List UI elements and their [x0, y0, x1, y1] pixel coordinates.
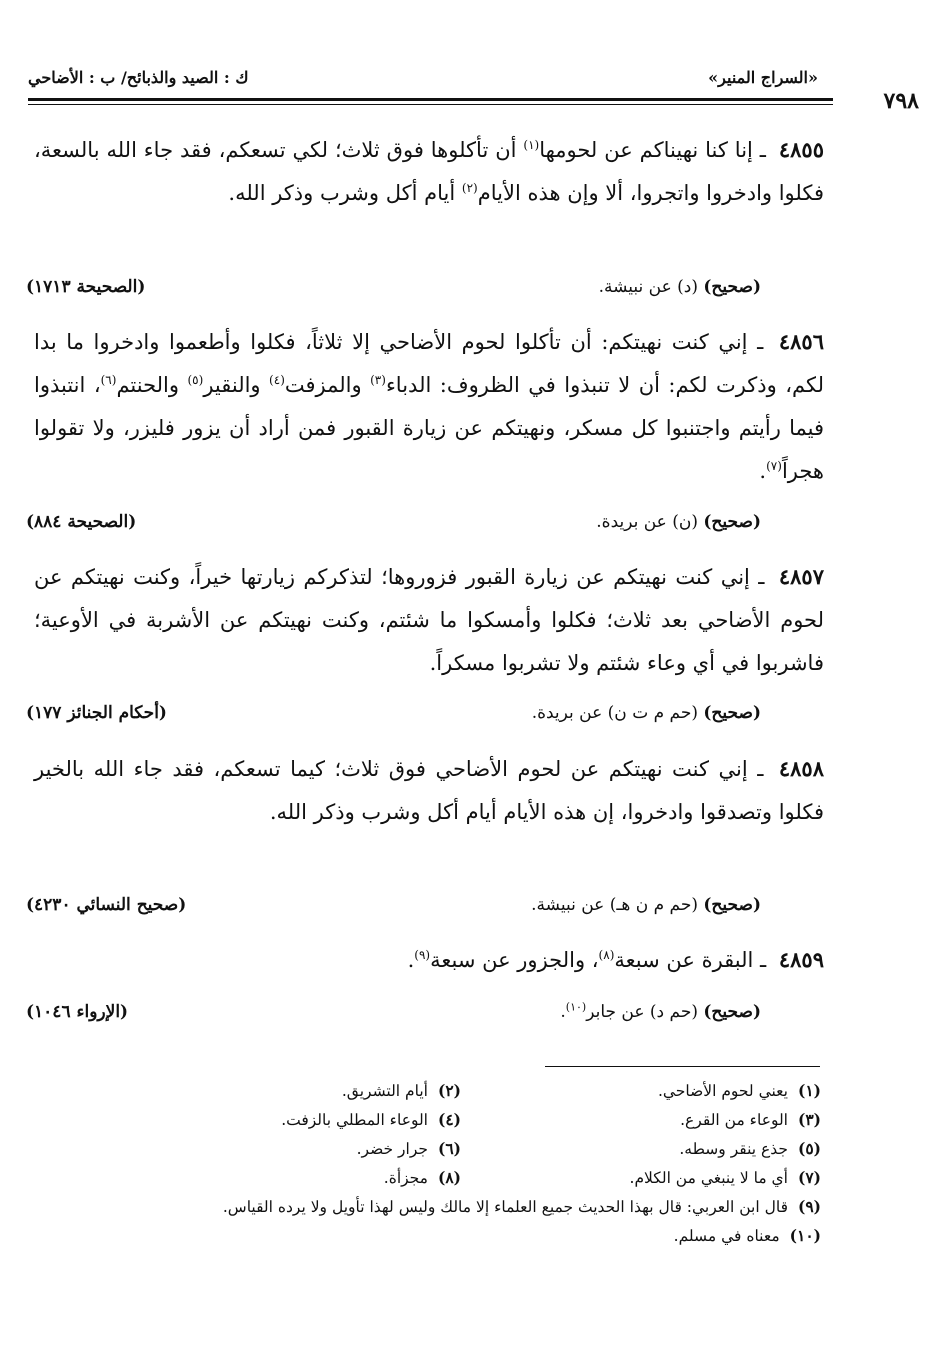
grade-source: [599, 277, 761, 297]
footnote-number: (٦): [437, 1139, 461, 1158]
hadith-text: ـ إني كنت نهيتكم: أن تأكلوا لحوم الأضاحي إلا ثلاثاً، فكلوا وأطعموا وادخروا ما بدا لكم، وذكرت لكم: أن لا تنبذوا في الظروف: الدباء: [34, 330, 825, 397]
hadith-number: ٤٨٥٧: [778, 564, 824, 589]
hadith-text: ـ إنا كنا نهيناكم عن لحومها: [539, 138, 766, 162]
header-rule-thin: [28, 104, 833, 105]
footnote-marker[interactable]: (٣): [370, 373, 386, 387]
hadith-text: والمزفت: [284, 373, 371, 397]
footnote-text: أي ما لا ينبغي من الكلام.: [629, 1169, 788, 1187]
reference: (الإرواء ١٠٤٦): [26, 1002, 129, 1022]
reference: (أحكام الجنائز ١٧٧): [26, 703, 167, 723]
source-text: (ن) عن بريدة.: [596, 512, 698, 532]
hadith-text: ـ البقرة عن سبعة: [614, 948, 767, 972]
footnote-10: [674, 1221, 821, 1251]
grade-label: (صحيح): [703, 1002, 761, 1022]
hadith-number: ٤٨٥٥: [778, 137, 824, 162]
hadith-text: ، انتبذوا فيما رأيتم واجتنبوا كل مسكر، ونهيتكم عن زيارة القبور فمن أراد أن يزور فليزر، ولا تقولوا هجراً: [34, 373, 824, 483]
footnote-number: (١): [797, 1081, 821, 1100]
footnote-number: (٤): [437, 1110, 461, 1129]
footnote-row: [21, 1076, 821, 1105]
hadith-4857: [34, 555, 824, 685]
footnote-4: [281, 1105, 461, 1135]
grade-label: (صحيح): [703, 277, 761, 297]
grade-source: [596, 512, 761, 532]
footnote-text: قال ابن العربي: قال بهذا الحديث جميع العلماء إلا مالك وليس لهذا تأويل ولا يرده القياس.: [222, 1198, 788, 1216]
footnote-number: (٢): [437, 1081, 461, 1100]
footnote-row: [21, 1163, 821, 1192]
reference: (الصحيحة ٨٨٤): [26, 512, 137, 532]
hadith-text: والنقير: [203, 373, 270, 397]
grade-label: (صحيح): [703, 703, 761, 723]
footnote-9: [223, 1192, 821, 1222]
footnote-row: [21, 1134, 821, 1163]
hadith-text: والحنتم: [116, 373, 188, 397]
hadith-number: ٤٨٥٦: [778, 329, 824, 354]
source-text: (د) عن نبيشة.: [598, 277, 698, 297]
grade-row: [26, 895, 761, 923]
source-text: (حم د) عن جابر: [586, 1002, 698, 1022]
hadith-4858: [34, 747, 824, 834]
footnote-number: (١٠): [789, 1226, 821, 1245]
hadith-text: ـ إني كنت نهيتكم عن زيارة القبور فزوروها؛ لتذكركم زيارتها خيراً، وكنت نهيتكم عن لحوم الأضاحي بعد ثلاث؛ فكلوا وأمسكوا ما شئتم، وكنت نهيتكم عن الأشربة في الأوعية؛ فاشربوا في أي وعاء شئتم ولا تشربوا مسكراً.: [34, 565, 824, 675]
footnote-text: أيام التشريق.: [341, 1082, 428, 1100]
footnote-text: يعني لحوم الأضاحي.: [657, 1082, 788, 1100]
footnote-number: (٥): [797, 1139, 821, 1158]
footnote-row: [21, 1105, 821, 1134]
footnote-text: الوعاء المطلي بالزفت.: [281, 1111, 428, 1129]
footnote-marker[interactable]: (١): [523, 138, 540, 152]
footnote-text: معناه في مسلم.: [673, 1227, 780, 1245]
footnote-marker[interactable]: (٤): [269, 373, 285, 387]
reference: (الصحيحة ١٧١٣): [26, 277, 146, 297]
hadith-text: أيام أكل وشرب وذكر الله.: [228, 181, 462, 205]
footnote-text: الوعاء من القرع.: [680, 1111, 788, 1129]
hadith-text: أن تأكلوها فوق ثلاث؛ لكي تسعكم، فقد جاء الله بالسعة، فكلوا وادخروا واتجروا، ألا وإن هذه الأيام: [34, 138, 824, 205]
hadith-text: ، والجزور عن سبعة: [430, 948, 599, 972]
footnote-3: [680, 1105, 821, 1135]
hadith-4855: [34, 128, 824, 215]
hadith-number: ٤٨٥٨: [778, 756, 824, 781]
source-end: .: [560, 1002, 566, 1022]
footnote-number: (٩): [797, 1197, 821, 1216]
hadith-text: ـ إني كنت نهيتكم عن لحوم الأضاحي فوق ثلاث؛ كيما تسعكم، فقد جاء الله بالخير فكلوا وتصدقوا وادخروا، إن هذه الأيام أيام أكل وشرب وذكر الله.: [34, 757, 824, 824]
footnote-5: [679, 1134, 821, 1164]
page-number: ٧٩٨: [883, 88, 919, 114]
reference: (صحيح النسائي ٤٢٣٠): [26, 895, 187, 915]
hadith-text: .: [407, 948, 415, 972]
footnote-row: [21, 1192, 821, 1221]
footnotes: [21, 1076, 821, 1250]
footnote-marker[interactable]: (٦): [100, 373, 117, 387]
footnote-text: مجزأة.: [383, 1169, 428, 1187]
grade-source: [532, 703, 761, 723]
source-text: (حم م ن هـ) عن نبيشة.: [531, 895, 698, 915]
footnote-7: [630, 1163, 821, 1193]
hadith-number: ٤٨٥٩: [778, 947, 824, 972]
footnote-text: جرار خضر.: [356, 1140, 428, 1158]
source-text: (حم م ت ن) عن بريدة.: [531, 703, 698, 723]
grade-label: (صحيح): [703, 895, 761, 915]
footnote-text: جذع ينقر وسطه.: [679, 1140, 788, 1158]
hadith-text: .: [759, 459, 767, 483]
footnote-row: [21, 1221, 821, 1250]
footnote-marker[interactable]: (٥): [187, 373, 204, 387]
footnote-number: (٧): [797, 1168, 821, 1187]
footnote-8: [384, 1163, 461, 1193]
grade-row: [26, 1002, 761, 1030]
grade-label: (صحيح): [703, 512, 761, 532]
footnote-6: [357, 1134, 461, 1164]
header-rule: [28, 98, 833, 101]
footnote-marker[interactable]: (٩): [414, 948, 431, 962]
footnote-marker[interactable]: (٢): [461, 181, 478, 195]
grade-source: [560, 1002, 761, 1022]
footnote-2: [342, 1076, 461, 1106]
hadith-4856: [34, 320, 824, 493]
footnote-number: (٣): [797, 1110, 821, 1129]
grade-row: [26, 277, 761, 305]
grade-source: [531, 895, 761, 915]
hadith-4859: [34, 938, 824, 982]
grade-row: [26, 703, 761, 731]
footnote-marker[interactable]: (٧): [766, 459, 782, 473]
grade-row: [26, 512, 761, 540]
footnote-1: [658, 1076, 821, 1106]
running-header: [28, 68, 919, 114]
book-title: «السراج المنير»: [708, 68, 818, 87]
footnote-marker[interactable]: (١٠): [565, 1000, 587, 1014]
footnote-marker[interactable]: (٨): [598, 948, 615, 962]
chapter-title: ك : الصيد والذبائح/ ب : الأضاحي: [28, 68, 249, 87]
footnote-rule: [545, 1066, 820, 1067]
footnote-number: (٨): [437, 1168, 461, 1187]
